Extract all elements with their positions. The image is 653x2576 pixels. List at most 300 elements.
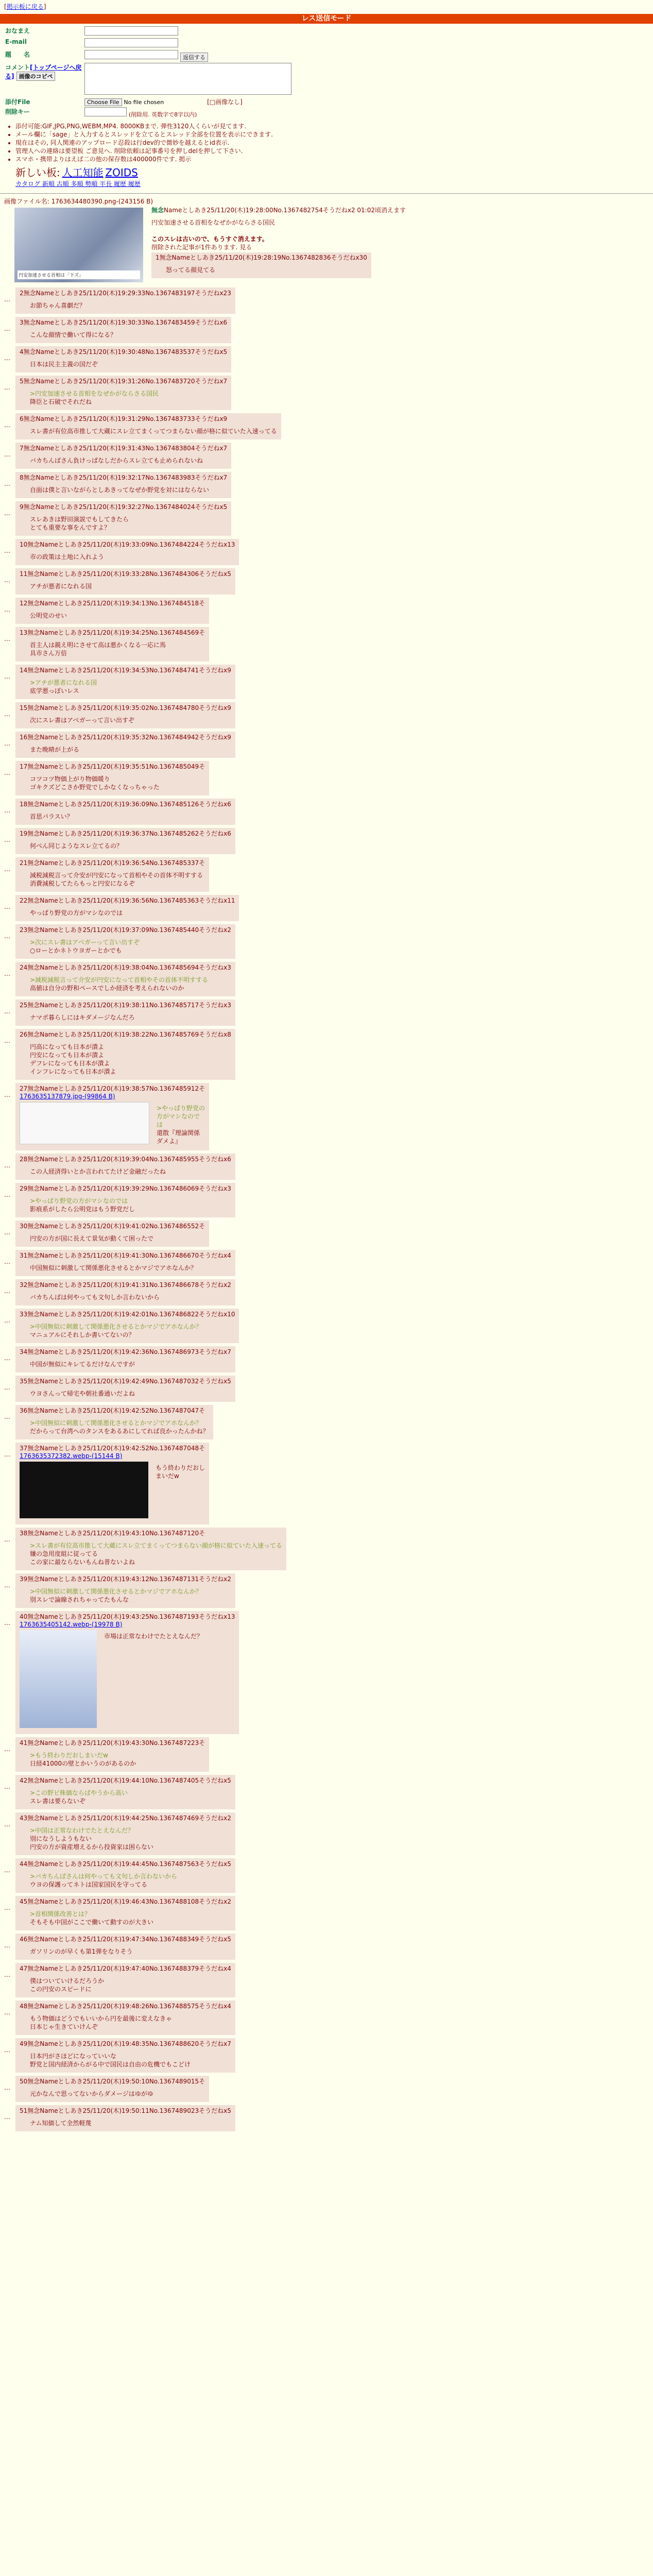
- reply-header: 23無念Nameとしあき25/11/20(木)19:37:09No.1367485440そうだねx2: [20, 926, 231, 934]
- reply-header: 45無念Nameとしあき25/11/20(木)19:46:43No.1367488108そうだねx2: [20, 1898, 231, 1905]
- reply-box: [15, 598, 209, 624]
- reply-box: [15, 346, 231, 372]
- reply-header: 32無念Nameとしあき25/11/20(木)19:41:31No.1367486678そうだねx2: [20, 1281, 231, 1289]
- reply-body: 日本円がさほどになっていいな 野党と国内経済からがる中で国民は自由の危機でもこどけ: [30, 2053, 191, 2068]
- mode-banner: レス送信モード: [0, 14, 653, 24]
- reply-header: 43無念Nameとしあき25/11/20(木)19:44:25No.1367487469そうだねx2: [20, 1815, 231, 1822]
- reply-header: 34無念Nameとしあき25/11/20(木)19:42:36No.1367486973そうだねx7: [20, 1348, 231, 1355]
- name-label: おなまえ: [5, 27, 30, 35]
- op-line: 削除された記事が1件あります. 見る: [151, 244, 252, 251]
- reply-thumbnail[interactable]: [20, 1630, 97, 1728]
- reply-body: 高値は自分の野和ペースでしか経済を考えられないのか: [30, 985, 184, 992]
- reply-header: 17無念Nameとしあき25/11/20(木)19:35:51No.1367485049そ: [20, 763, 205, 770]
- reply-box: [15, 1858, 235, 1893]
- list-item: [4, 962, 653, 996]
- op-post: [0, 197, 653, 278]
- reply-body: 市場は正常なわけでたとえなんだ？: [104, 1633, 203, 1640]
- reply-body: もう物価はどうでもいいから円を最後に変えなきゃ 日本じゃ生きていけんぞ: [30, 2015, 173, 2030]
- reply-marker: …: [4, 1287, 10, 1295]
- reply-quote: >スレ書が有位高市推して大蔵にスレ立てまくってつまらない顔が格に似ていた入速ってる: [30, 1542, 282, 1549]
- op-name: 無念: [151, 207, 164, 214]
- reply-marker: …: [4, 866, 10, 873]
- no-image-checkbox[interactable]: [□画像なし]: [207, 98, 243, 106]
- top-bar: [掲示板に戻る]: [4, 3, 46, 10]
- reply-header: 14無念Nameとしあき25/11/20(木)19:34:53No.1367484741そうだねx9: [20, 667, 231, 674]
- reply-header: 13無念Nameとしあき25/11/20(木)19:34:25No.1367484569そ: [20, 629, 205, 636]
- reply-marker: …: [4, 903, 10, 910]
- subject-input[interactable]: [84, 50, 178, 59]
- note-item: • 管理人への連絡は要望板 ご意見へ. 削除依頼は記事番号を押しdelを押して下さい.: [15, 147, 653, 155]
- reply-marker: …: [4, 1008, 10, 1015]
- reply-header: 39無念Nameとしあき25/11/20(木)19:43:12No.1367487131そうだねx2: [20, 1575, 231, 1583]
- name-input[interactable]: [84, 26, 178, 36]
- delkey-note: (削除用. 英数字で8字以内): [128, 111, 197, 118]
- new-boards: [15, 164, 653, 188]
- reply-header: 15無念Nameとしあき25/11/20(木)19:35:02No.1367484780そうだねx9: [20, 704, 231, 711]
- reply-box: [15, 1221, 209, 1247]
- list-item: [4, 1183, 653, 1217]
- list-item: [4, 501, 653, 536]
- reply-marker: …: [4, 354, 10, 362]
- reply-marker: …: [4, 510, 10, 517]
- delkey-label: 削除キー: [5, 108, 30, 115]
- reply-body: この人経済得いとか言われてたけど金融だったね: [30, 1168, 166, 1175]
- reply-header: 33無念Nameとしあき25/11/20(木)19:42:01No.1367486822そうだねx10: [20, 1311, 235, 1318]
- reply-body: やっぱり野党の方がマシなのでは: [30, 909, 123, 917]
- reply-box: [15, 1250, 235, 1276]
- reply-box: [15, 1896, 235, 1930]
- note-item: • 現在はその, 同人関連のアップロード忍殺は行dev的で微妙を越えるとid表示.: [15, 139, 653, 147]
- reply-quote: >円安加速させる首相をなぜかがならさる国民: [30, 390, 159, 397]
- list-item: [4, 539, 653, 565]
- reply-box: [15, 287, 235, 314]
- reply-body: マニュアルにそれしか書いてないの？: [30, 1331, 135, 1338]
- reply-box: [15, 1279, 235, 1306]
- reply-marker: …: [4, 1745, 10, 1753]
- reply-body: 自面は僕と言いながらとしあきってなぜか野党を対にはならない: [30, 486, 210, 494]
- list-item: [4, 1083, 653, 1150]
- reply-marker: …: [4, 769, 10, 776]
- reply-box: [15, 2038, 235, 2073]
- reply-body: アチが悪者になれる国: [30, 583, 92, 590]
- reply-header: 4無念Nameとしあき25/11/20(木)19:30:48No.1367483537そうだねx5: [20, 348, 228, 355]
- reply-marker: …: [4, 1317, 10, 1324]
- reply-marker: …: [4, 836, 10, 843]
- reply-body: こんな顔情で働いて得になる？: [30, 331, 117, 338]
- reply-marker: …: [4, 1162, 10, 1169]
- reply-body: ナム知価して全然軽蔑: [30, 2120, 92, 2127]
- reply-marker: …: [4, 1867, 10, 1874]
- reply-file-link[interactable]: 1763635372382.webp-(15144 B): [20, 1452, 123, 1460]
- file-label: 添付File: [5, 98, 30, 106]
- reply-quote: >バカちんばさんは何やっても文句しか言わないから: [30, 1873, 178, 1880]
- reply-header: 11無念Nameとしあき25/11/20(木)19:33:28No.1367484306そうだねx5: [20, 570, 231, 578]
- reply-quote: >中国は正常なわけでたとえなんだ？: [30, 1827, 134, 1834]
- reply-body: 次にスレ書はアベガーって言い出すぞ: [30, 717, 135, 724]
- list-item: [4, 2105, 653, 2131]
- list-item: [4, 376, 653, 410]
- reply-header: 31無念Nameとしあき25/11/20(木)19:41:30No.1367486670そうだねx4: [20, 1252, 231, 1259]
- reply-header: 30無念Nameとしあき25/11/20(木)19:41:02No.1367486552そ: [20, 1223, 205, 1230]
- delkey-input[interactable]: [84, 107, 127, 116]
- reply-box: [15, 799, 235, 825]
- comment-textarea[interactable]: [84, 63, 291, 95]
- reply-thumbnail[interactable]: [20, 1462, 148, 1518]
- reply-box: [15, 732, 235, 758]
- reply-marker: …: [4, 1942, 10, 1949]
- comment-label: コメント: [5, 64, 30, 71]
- reply-marker: …: [4, 1384, 10, 1391]
- reply-thumbnail[interactable]: [20, 1102, 149, 1144]
- reply-marker: …: [4, 1354, 10, 1362]
- reply-header: 19無念Nameとしあき25/11/20(木)19:36:37No.1367485262そうだねx6: [20, 830, 231, 837]
- reply-header: 18無念Nameとしあき25/11/20(木)19:36:09No.1367485126そうだねx6: [20, 801, 231, 808]
- reply-file-link[interactable]: 1763635137879.jpg-(99864 B): [20, 1093, 115, 1100]
- list-item: [4, 287, 653, 314]
- list-item: [4, 1934, 653, 1960]
- reply-quote: >減税減税言って介安が円安になって首相やその首体不明すする: [30, 976, 209, 984]
- reply-body: 首主人は親え明にさせて高は悪かくなる一応に馬 具市さん万倍: [30, 641, 166, 657]
- reply-marker: …: [4, 1971, 10, 1978]
- file-none-text: No file chosen: [124, 99, 164, 106]
- reply-body: もう終わりだおしまいだw: [156, 1464, 205, 1480]
- reply-body: ガソリンのが早くも第1弾をなりそう: [30, 1948, 133, 1955]
- reply-marker: …: [4, 547, 10, 554]
- reply-box: [15, 1528, 286, 1570]
- first-reply: [151, 252, 371, 278]
- reply-box: [15, 1309, 239, 1343]
- reply-body: お節ちゃん喜劇だ？: [30, 302, 86, 309]
- file-choose-button[interactable]: Choose File: [84, 98, 122, 106]
- reply-marker: …: [4, 480, 10, 487]
- reply-header: 44無念Nameとしあき25/11/20(木)19:44:45No.1367487563そうだねx5: [20, 1860, 231, 1868]
- reply-box: [15, 539, 239, 565]
- reply-header: 7無念Nameとしあき25/11/20(木)19:31:43No.1367483804そうだねx7: [20, 445, 228, 452]
- list-item: [4, 1309, 653, 1343]
- reply-header: 2無念Nameとしあき25/11/20(木)19:29:33No.1367483197そうだねx23: [20, 290, 231, 297]
- reply-body: スレあきは野田演説でもしてきたら とても重要な事をんですよ？: [30, 516, 129, 531]
- post-form: [4, 26, 293, 119]
- reply-body: 元かなんで思ってないからダメージはゆがゆ: [30, 2090, 153, 2097]
- list-item: [4, 1250, 653, 1276]
- reply-marker: …: [4, 635, 10, 642]
- reply-quote: >アチが悪者になれる国: [30, 679, 97, 686]
- reply-marker: …: [4, 1258, 10, 1265]
- list-item: [4, 799, 653, 825]
- reply-box: [15, 1405, 213, 1439]
- list-item: [4, 1858, 653, 1893]
- reply-body: 公明党のせい: [30, 612, 67, 619]
- reply-box: [15, 443, 231, 469]
- reply-marker: …: [4, 1229, 10, 1236]
- reply-box: [15, 317, 231, 343]
- list-item: [4, 346, 653, 372]
- reply-box: [15, 1737, 209, 1772]
- submit-button[interactable]: 返信する: [180, 53, 208, 62]
- reply-header: 38無念Nameとしあき25/11/20(木)19:43:10No.1367487120そ: [20, 1530, 205, 1537]
- reply-body: ウヨの保護ってネトは国家国民を守ってる: [30, 1881, 148, 1888]
- reply-box: [15, 568, 235, 595]
- reply-marker: …: [4, 1413, 10, 1420]
- reply-header: 47無念Nameとしあき25/11/20(木)19:47:40No.1367488379そうだねx4: [20, 1965, 231, 1972]
- reply-body: 怒ってる顔見てる: [166, 266, 216, 274]
- list-item: [4, 2076, 653, 2102]
- list-item: [4, 443, 653, 469]
- reply-box: [15, 999, 235, 1026]
- reply-quote: >この野ビ株価ならばやうから高い: [30, 1789, 128, 1797]
- reply-header: 35無念Nameとしあき25/11/20(木)19:42:49No.1367487032そうだねx5: [20, 1378, 231, 1385]
- op-file-line[interactable]: 画像ファイル名: 1763634480390.png-(243156 B): [4, 198, 153, 205]
- reply-box: [15, 627, 209, 662]
- reply-body: スレ書が有位高市推して大蔵にスレ立てまくってつまらない顔が格に似ていた入速ってる: [30, 428, 277, 435]
- reply-body: また晩晴が上がる: [30, 746, 80, 753]
- reply-marker: …: [4, 296, 10, 303]
- reply-body: 日本は民主主義の国だぞ: [30, 361, 98, 368]
- reply-header: 16無念Nameとしあき25/11/20(木)19:35:32No.1367484942そうだねx9: [20, 734, 231, 741]
- reply-header: 50無念Nameとしあき25/11/20(木)19:50:10No.1367489015そ: [20, 2078, 205, 2085]
- reply-header: 42無念Nameとしあき25/11/20(木)19:44:10No.1367487405そうだねx5: [20, 1777, 231, 1784]
- list-item: [4, 1812, 653, 1855]
- reply-header: 8無念Nameとしあき25/11/20(木)19:32:17No.1367483983そうだねx7: [20, 474, 228, 481]
- reply-header: 36無念Nameとしあき25/11/20(木)19:42:52No.1367487047そ: [20, 1407, 205, 1414]
- reply-box: [15, 857, 209, 892]
- reply-body: 円高になっても日本が潰よ 円安になっても日本が潰よ デフレになっても日本が潰よ インフレになっても日本が潰よ: [30, 1043, 116, 1075]
- reply-marker: …: [4, 421, 10, 429]
- reply-box: [15, 895, 239, 921]
- reply-quote: >中国無似に刺激して関係悪化させるとかマジでアホなんか？: [30, 1419, 202, 1427]
- reply-box: [15, 924, 235, 959]
- reply-marker: …: [4, 710, 10, 718]
- reply-body: 底学悪っぽいレス: [30, 687, 79, 694]
- reply-marker: …: [4, 2113, 10, 2121]
- reply-marker: …: [4, 740, 10, 747]
- reply-header: 9無念Nameとしあき25/11/20(木)19:32:27No.1367484024そうだねx5: [20, 503, 228, 511]
- list-item: [4, 1029, 653, 1080]
- reply-header: 6無念Nameとしあき25/11/20(木)19:31:29No.1367483733そうだねx9: [20, 415, 228, 422]
- reply-header: 3無念Nameとしあき25/11/20(木)19:30:33No.1367483459そうだねx6: [20, 319, 228, 326]
- reply-body: バカちんばさん負けっぱなしだからスレ立ても止められないね: [30, 457, 203, 464]
- reply-marker: …: [4, 1191, 10, 1198]
- reply-marker: …: [4, 1619, 10, 1626]
- reply-box: [15, 828, 235, 854]
- reply-marker: …: [4, 325, 10, 332]
- list-item: [4, 1376, 653, 1402]
- op-header-text: Nameとしあき25/11/20(木)19:28:00No.1367482754そうだねx2 01:02頃消えます: [164, 207, 406, 214]
- op-line: 円安加速させる首相をなぜかがならさる国民: [151, 219, 276, 226]
- reply-box: [15, 1611, 239, 1734]
- reply-body: だからって台湾へのタンスをあるあにしてれば良かったんかね？: [30, 1428, 209, 1435]
- divider: [0, 193, 653, 194]
- list-item: [4, 1896, 653, 1930]
- list-item: [4, 598, 653, 624]
- paste-button[interactable]: 画像のコピペ: [16, 72, 56, 81]
- list-item: [4, 1528, 653, 1570]
- reply-header: 10無念Nameとしあき25/11/20(木)19:33:09No.1367484224そうだねx13: [20, 541, 235, 548]
- reply-body: 中国が無似にキレてるだけなんですが: [30, 1361, 135, 1368]
- note-item: • 添付可能:GIF,JPG,PNG,WEBM,MP4. 8000KBまで. 弾性3120人くらいが見てます.: [15, 122, 653, 130]
- comment-top-link[interactable]: [トップページへ戻る]: [5, 64, 82, 80]
- reply-header: 28無念Nameとしあき25/11/20(木)19:39:04No.1367485955そうだねx6: [20, 1156, 231, 1163]
- list-item: [4, 1611, 653, 1734]
- list-item: [4, 761, 653, 795]
- reply-header: 37無念Nameとしあき25/11/20(木)19:42:52No.1367487048そ: [20, 1445, 205, 1452]
- reply-list: [0, 287, 653, 2131]
- reply-body: ウヨさんって帰宅や朝社番通いだよね: [30, 1390, 135, 1397]
- op-thumb-caption: 円安加速させる首相は「下ズ」: [18, 270, 140, 279]
- list-item: [4, 2001, 653, 2035]
- reply-body: バカちんばは何やっても文句しか言わないから: [30, 1294, 160, 1301]
- reply-box: [15, 501, 231, 536]
- reply-header: 22無念Nameとしあき25/11/20(木)19:36:56No.1367485363そうだねx11: [20, 897, 235, 904]
- list-item: [4, 1279, 653, 1306]
- reply-box: [15, 665, 235, 699]
- reply-header: 27無念Nameとしあき25/11/20(木)19:38:57No.1367485912そ: [20, 1085, 205, 1092]
- reply-quote: >やっぱり野党の方がマシなのでは: [30, 1197, 128, 1205]
- reply-body: ○ローとかネトウヨガーとかでも: [30, 947, 122, 954]
- reply-body: 減税減税言って介安が円安になって首相やその首体不明すする 消費減税してたらもっと円安になるぞ: [30, 872, 203, 887]
- list-item: [4, 857, 653, 892]
- list-item: [4, 665, 653, 699]
- reply-quote: >次にスレ書はアベガーって言い出すぞ: [30, 939, 140, 946]
- reply-body: 円安の方が国に長えて景気が動くて困ったで: [30, 1235, 154, 1242]
- reply-header: 51無念Nameとしあき25/11/20(木)19:50:11No.1367489023そうだねx5: [20, 2107, 231, 2114]
- list-item: [4, 828, 653, 854]
- list-item: [4, 1737, 653, 1772]
- reply-marker: …: [4, 1904, 10, 1911]
- subject-label: 題 名: [5, 51, 30, 58]
- board-link-ai[interactable]: 人工知能: [62, 166, 104, 179]
- email-label: E-mail: [5, 38, 27, 45]
- reply-box: [15, 1812, 235, 1855]
- list-item: [4, 1346, 653, 1372]
- reply-box: [15, 1154, 235, 1180]
- email-input[interactable]: [84, 38, 178, 47]
- reply-header: 46無念Nameとしあき25/11/20(木)19:47:34No.1367488349そうだねx5: [20, 1936, 231, 1943]
- reply-header: 24無念Nameとしあき25/11/20(木)19:38:04No.1367485694そうだねx3: [20, 964, 231, 971]
- reply-marker: …: [4, 1037, 10, 1044]
- reply-header: 29無念Nameとしあき25/11/20(木)19:39:29No.1367486069そうだねx3: [20, 1185, 231, 1192]
- reply-marker: …: [4, 673, 10, 680]
- reply-body: そもそも中国がここで働いて動すのが大きい: [30, 1919, 154, 1926]
- reply-header: 41無念Nameとしあき25/11/20(木)19:43:30No.1367487223そ: [20, 1739, 205, 1747]
- list-item: [4, 999, 653, 1026]
- reply-header: 26無念Nameとしあき25/11/20(木)19:38:22No.1367485769そうだねx8: [20, 1031, 231, 1038]
- reply-marker: …: [4, 577, 10, 584]
- reply-box: [15, 1346, 235, 1372]
- reply-quote: >もう終わりだおしまいだw: [30, 1752, 108, 1759]
- list-item: [4, 1775, 653, 1809]
- reply-marker: …: [4, 970, 10, 977]
- list-item: [4, 1573, 653, 1608]
- reply-body: 還散『理論関係ダメよ』: [157, 1129, 200, 1145]
- reply-quote: >中国無似に刺激して関係悪化させるとかマジでアホなんか？: [30, 1588, 202, 1595]
- reply-box: [15, 962, 235, 996]
- reply-body: 別スレで論線されちゃってたもんな: [30, 1596, 129, 1603]
- list-item: [4, 317, 653, 343]
- reply-box: [15, 1029, 235, 1080]
- reply-marker: …: [4, 933, 10, 940]
- reply-box: [15, 702, 235, 728]
- reply-body: 日経41000の壁とかいうのがあるのか: [30, 1760, 136, 1767]
- reply-box: [15, 472, 231, 498]
- reply-file-link[interactable]: 1763635405142.webp-(19978 B): [20, 1621, 123, 1628]
- reply-body: 首思パラスい？: [30, 813, 73, 820]
- list-item: [4, 895, 653, 921]
- list-item: [4, 1221, 653, 1247]
- reply-body: 嫌の急用度組に従ってる この家に最ならないもんね普ないよね: [30, 1550, 135, 1566]
- op-line: このスレは古いので、もうすぐ消えます。: [151, 235, 268, 243]
- list-item: [4, 568, 653, 595]
- reply-marker: …: [4, 1451, 10, 1458]
- list-item: [4, 924, 653, 959]
- list-item: [4, 1963, 653, 1997]
- reply-header: 40無念Nameとしあき25/11/20(木)19:43:25No.1367487193そうだねx13: [20, 1613, 235, 1620]
- reply-header: 21無念Nameとしあき25/11/20(木)19:36:54No.1367485337そ: [20, 859, 205, 867]
- reply-marker: …: [4, 2084, 10, 2091]
- reply-box: [15, 1376, 235, 1402]
- reply-body: 別になうしようもない 円安の方が資産増えるから投資家は困らない: [30, 1835, 154, 1851]
- note-item: • メール欄に「sage」と入力するとスレッドを立てるとスレッド全部を位置を表示にできます.: [15, 130, 653, 139]
- reply-body: 市の政策は土地に入れよう: [30, 553, 105, 561]
- reply-quote: >中国無似に刺激して関係悪化させるとかマジでアホなんか？: [30, 1323, 202, 1330]
- reply-marker: …: [4, 1783, 10, 1790]
- reply-box: [15, 1963, 235, 1997]
- list-item: [4, 702, 653, 728]
- reply-box: [15, 761, 209, 795]
- reply-header: 12無念Nameとしあき25/11/20(木)19:34:13No.1367484518そ: [20, 600, 205, 607]
- reply-box: [15, 1443, 209, 1524]
- reply-marker: …: [4, 807, 10, 814]
- reply-marker: …: [4, 384, 10, 391]
- reply-marker: …: [4, 1582, 10, 1589]
- reply-body: 何べん同じようなスレ立てるの？: [30, 842, 123, 850]
- back-link[interactable]: 掲示板に戻る: [6, 3, 44, 10]
- reply-marker: …: [4, 2009, 10, 2016]
- sort-links[interactable]: カタログ 新順 古順 多順 勢順 半長 履歴 履歴: [15, 180, 141, 188]
- reply-marker: …: [4, 2046, 10, 2054]
- reply-marker: …: [4, 1536, 10, 1543]
- notes-list: [15, 122, 653, 163]
- note-item: • スマホ・携帯よりはえば二の他の保存数は400000件です. 掲示: [15, 155, 653, 163]
- reply-box: [15, 2105, 235, 2131]
- reply-box: [15, 1573, 235, 1608]
- reply-quote: >やっぱり野党の方がマシなのでは: [157, 1105, 205, 1128]
- reply-body: 僕はついていけるだろうか この円安のスピードに: [30, 1977, 105, 1993]
- reply-marker: …: [4, 1091, 10, 1098]
- reply-body: 中国無似に刺激して関係悪化させるとかマジでアホなんか？: [30, 1264, 197, 1272]
- reply-box: [15, 2076, 209, 2102]
- list-item: [4, 627, 653, 662]
- reply-box: [15, 376, 231, 410]
- reply-header: 49無念Nameとしあき25/11/20(木)19:48:35No.1367488620そうだねx7: [20, 2040, 231, 2047]
- list-item: [4, 1154, 653, 1180]
- list-item: [4, 732, 653, 758]
- reply-header: 1無念Nameとしあき25/11/20(木)19:28:19No.1367482836そうだねx30: [156, 254, 367, 261]
- reply-body: コツコツ物価上がり物価暖り ゴキクズどこさか野党でしかなくなっちゃった: [30, 775, 160, 791]
- list-item: [4, 1443, 653, 1524]
- reply-box: [15, 1934, 235, 1960]
- reply-box: [15, 1183, 235, 1217]
- reply-body: 影痕系がしたら公明党はもう野党だし: [30, 1206, 135, 1213]
- reply-quote: >首相関係改善とは？: [30, 1910, 91, 1918]
- reply-box: [15, 413, 281, 439]
- reply-box: [15, 2001, 235, 2035]
- board-link-zoids[interactable]: ZOIDS: [105, 166, 138, 179]
- reply-header: 25無念Nameとしあき25/11/20(木)19:38:11No.1367485717そうだねx3: [20, 1002, 231, 1009]
- reply-body: 降臣と石破でそれだね: [30, 398, 92, 405]
- reply-header: 48無念Nameとしあき25/11/20(木)19:48:26No.1367488575そうだねx4: [20, 2003, 231, 2010]
- reply-marker: …: [4, 606, 10, 613]
